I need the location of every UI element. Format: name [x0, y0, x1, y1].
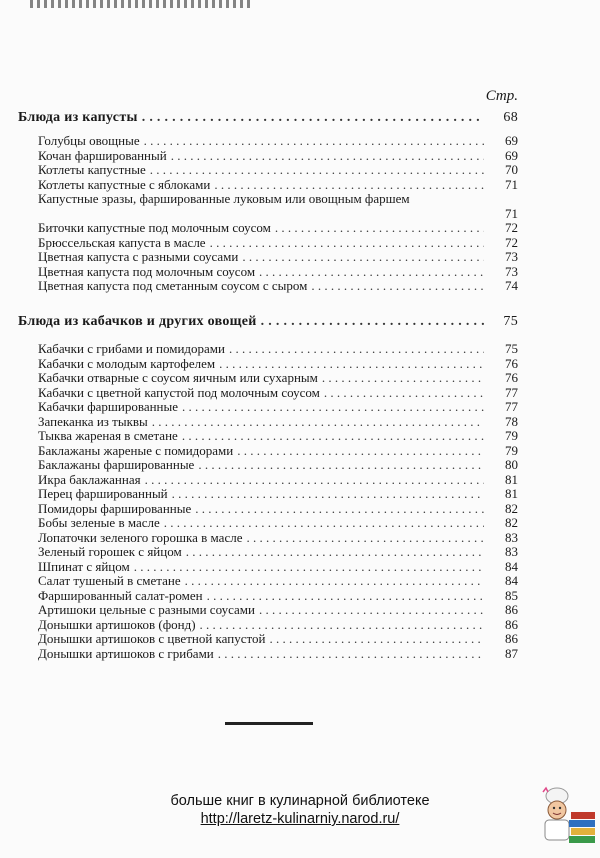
dot-leader — [182, 400, 484, 415]
dot-leader — [150, 163, 484, 178]
entry-label: Голубцы овощные — [38, 133, 140, 148]
entry-label: Бобы зеленые в масле — [38, 515, 160, 530]
section-heading[interactable] — [18, 110, 518, 126]
entry-label: Артишоки цельные с разными соусами — [38, 602, 255, 617]
toc-entry[interactable] — [18, 371, 518, 386]
toc-entry[interactable] — [18, 502, 518, 517]
entry-page: 77 — [505, 399, 518, 414]
entry-page: 71 — [505, 176, 518, 192]
toc-list — [18, 342, 518, 661]
dot-leader — [214, 178, 484, 193]
toc-entry[interactable] — [18, 444, 518, 459]
dot-leader — [210, 236, 484, 251]
entry-label: Перец фаршированный — [38, 486, 168, 501]
dot-leader — [219, 357, 484, 372]
entry-label: Кабачки фаршированные — [38, 399, 179, 414]
toc-section-cabbage — [18, 110, 518, 294]
dot-leader — [324, 386, 484, 401]
toc-list — [18, 134, 518, 294]
toc-entry[interactable] — [18, 178, 518, 193]
section-page: 75 — [503, 314, 518, 329]
dot-leader — [261, 314, 484, 330]
entry-label: Цветная капуста под сметанным соусом с сыром — [38, 278, 308, 293]
entry-page: 76 — [505, 355, 518, 371]
toc-entry[interactable] — [18, 236, 518, 251]
entry-label: Цветная капуста под молочным соусом — [38, 263, 256, 279]
scan-artifact — [30, 0, 250, 8]
entry-page: 75 — [505, 341, 518, 356]
entry-label: Лопаточки зеленого горошка в масле — [38, 529, 243, 545]
entry-label: Баклажаны жареные с помидорами — [38, 442, 234, 458]
entry-page: 85 — [505, 587, 518, 603]
dot-leader — [229, 342, 484, 357]
entry-page: 70 — [505, 162, 518, 177]
library-url-link[interactable]: http://laretz-kulinarniy.narod.ru/ — [200, 811, 400, 827]
toc-entry[interactable] — [18, 618, 518, 633]
entry-label: Котлеты капустные с яблоками — [38, 176, 211, 192]
section-divider — [225, 722, 313, 725]
entry-label: Баклажаны фаршированные — [38, 457, 195, 472]
section-title: Блюда из кабачков и других овощей — [18, 314, 257, 329]
toc-entry[interactable] — [18, 632, 518, 647]
toc-entry[interactable] — [18, 357, 518, 372]
toc-entry[interactable] — [18, 279, 518, 294]
toc-entry[interactable] — [18, 473, 518, 488]
entry-label: Биточки капустные под молочным соусом — [38, 220, 271, 235]
toc-section-squash — [18, 314, 518, 661]
dot-leader — [144, 134, 484, 149]
toc-entry[interactable] — [18, 134, 518, 149]
entry-label: Котлеты капустные — [38, 162, 146, 177]
dot-leader — [134, 560, 484, 575]
entry-page: 69 — [505, 133, 518, 148]
toc-entry[interactable] — [18, 386, 518, 401]
toc-entry[interactable] — [18, 531, 518, 546]
entry-page: 74 — [505, 278, 518, 293]
section-title: Блюда из капусты — [18, 110, 138, 125]
section-page: 68 — [503, 110, 518, 125]
page-column-header: Стр. — [485, 88, 518, 104]
entry-label: Донышки артишоков (фонд) — [38, 616, 196, 632]
entry-page: 86 — [505, 616, 518, 632]
entry-label: Зеленый горошек с яйцом — [38, 544, 182, 559]
toc-entry[interactable] — [18, 516, 518, 531]
dot-leader — [237, 444, 484, 459]
toc-entry[interactable] — [18, 415, 518, 430]
entry-label: Кабачки с цветной капустой под молочным соусом — [38, 384, 320, 400]
toc-entry[interactable] — [18, 342, 518, 357]
section-heading[interactable] — [18, 314, 518, 330]
toc-entry[interactable] — [18, 458, 518, 473]
entry-page: 72 — [505, 234, 518, 250]
toc-entry[interactable] — [18, 589, 518, 604]
library-link-text[interactable]: больше книг в кулинарной библиотеке — [170, 793, 430, 809]
dot-leader — [269, 632, 484, 647]
entry-page: 78 — [505, 413, 518, 429]
footer-promo — [120, 792, 480, 828]
entry-page: 71 — [505, 205, 518, 221]
dot-leader — [207, 589, 484, 604]
dot-leader — [311, 279, 484, 294]
dot-leader — [200, 618, 484, 633]
entry-label: Брюссельская капуста в масле — [38, 234, 206, 250]
entry-page: 76 — [505, 370, 518, 385]
toc-entry[interactable] — [18, 149, 518, 164]
entry-page: 79 — [505, 442, 518, 458]
entry-page: 73 — [505, 263, 518, 279]
entry-page: 81 — [505, 486, 518, 501]
toc-entry[interactable] — [18, 265, 518, 280]
toc-entry[interactable] — [18, 603, 518, 618]
toc-entry[interactable] — [18, 250, 518, 265]
dot-leader — [322, 371, 484, 386]
dot-leader — [186, 545, 484, 560]
chef-books-logo — [535, 782, 597, 854]
entry-page: 87 — [505, 645, 518, 661]
dot-leader — [218, 647, 484, 662]
dot-leader — [172, 487, 484, 502]
toc-entry[interactable] — [18, 487, 518, 502]
entry-label: Фаршированный салат-ромен — [38, 587, 203, 603]
dot-leader — [142, 110, 484, 126]
entry-page: 69 — [505, 147, 518, 163]
entry-page: 84 — [505, 558, 518, 574]
toc-entry[interactable] — [18, 400, 518, 415]
entry-page: 82 — [505, 500, 518, 516]
dot-leader — [242, 250, 484, 265]
entry-label: Икра баклажанная — [38, 471, 141, 487]
dot-leader — [195, 502, 484, 517]
entry-label: Кочан фаршированный — [38, 147, 167, 163]
entry-label: Цветная капуста с разными соусами — [38, 249, 239, 264]
entry-page: 83 — [505, 529, 518, 545]
entry-page: 79 — [505, 428, 518, 443]
entry-label: Кабачки отварные с соусом яичным или сухарным — [38, 370, 318, 385]
entry-page: 73 — [505, 249, 518, 264]
entry-label: Кабачки с молодым картофелем — [38, 355, 216, 371]
toc-entry[interactable] — [18, 545, 518, 560]
entry-page: 82 — [505, 515, 518, 530]
toc-entry[interactable] — [18, 560, 518, 575]
dot-leader — [164, 516, 484, 531]
toc-entry[interactable] — [18, 647, 518, 662]
entry-label: Донышки артишоков с грибами — [38, 645, 214, 661]
entry-label: Помидоры фаршированные — [38, 500, 192, 516]
entry-page: 83 — [505, 544, 518, 559]
dot-leader — [152, 415, 484, 430]
entry-label: Кабачки с грибами и помидорами — [38, 341, 225, 356]
toc-entry[interactable] — [18, 574, 518, 589]
entry-page: 84 — [505, 573, 518, 588]
entry-page: 72 — [505, 220, 518, 235]
dot-leader — [259, 603, 484, 618]
toc-entry[interactable] — [18, 429, 518, 444]
toc-entry[interactable] — [18, 192, 518, 221]
dot-leader — [246, 531, 484, 546]
dot-leader — [171, 149, 484, 164]
entry-label: Тыква жареная в сметане — [38, 428, 178, 443]
entry-label: Шпинат с яйцом — [38, 558, 130, 574]
entry-page: 86 — [505, 631, 518, 646]
entry-label: Салат тушеный в сметане — [38, 573, 181, 588]
dot-leader — [185, 574, 484, 589]
entry-page: 80 — [505, 457, 518, 472]
toc-entry[interactable] — [18, 221, 518, 236]
dot-leader — [259, 265, 484, 280]
toc-entry[interactable] — [18, 163, 518, 178]
entry-page: 86 — [505, 602, 518, 617]
entry-page: 81 — [505, 471, 518, 487]
entry-page: 77 — [505, 384, 518, 400]
dot-leader — [182, 429, 484, 444]
entry-label: Запеканка из тыквы — [38, 413, 148, 429]
dot-leader — [275, 221, 484, 236]
dot-leader — [198, 458, 484, 473]
entry-label: Донышки артишоков с цветной капустой — [38, 631, 266, 646]
dot-leader — [145, 473, 484, 488]
entry-label: Капустные зразы, фаршированные луковым или овощным фаршем — [38, 191, 410, 206]
